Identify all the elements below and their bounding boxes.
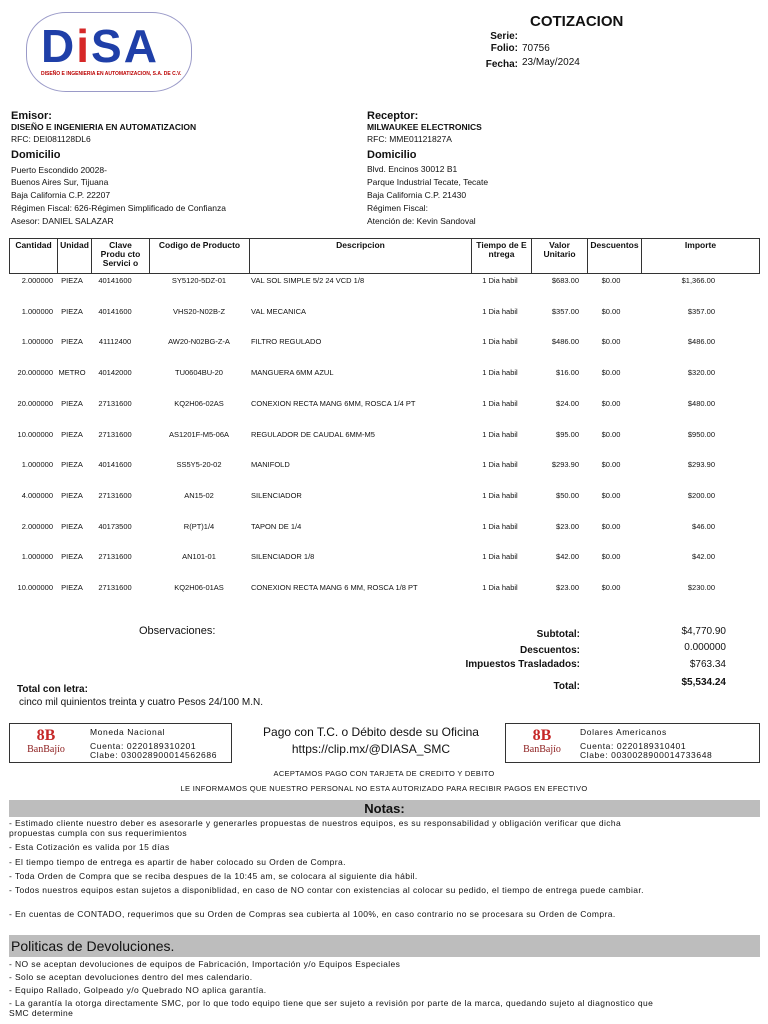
cell-importe: $200.00 [687, 490, 715, 500]
cell-tiempo: 1 Dia habil [482, 521, 518, 531]
bank-clabe: Clabe: 030028900014562686 [90, 750, 218, 760]
cell-tiempo: 1 Dia habil [482, 490, 518, 500]
cell-codigo: R(PT)1/4 [183, 521, 215, 531]
cell-tiempo: 1 Dia habil [482, 429, 518, 439]
emisor-address-line: Puerto Escondido 20028- [11, 165, 107, 175]
subtotal-value: $4,770.90 [681, 626, 726, 637]
cash-payment-notice: LE INFORMAMOS QUE NUESTRO PERSONAL NO ESTA AUTORIZADO PARA RECIBIR PAGOS EN EFECTIVO [180, 784, 588, 793]
cell-clave: 41112400 [98, 337, 132, 347]
emisor-asesor: Asesor: DANIEL SALAZAR [11, 216, 114, 226]
cell-valor: $50.00 [556, 490, 579, 500]
cell-valor: $683.00 [551, 276, 579, 285]
cell-codigo: VHS20-N02B-Z [172, 306, 226, 316]
table-row [9, 491, 760, 503]
receptor-domicilio-heading: Domicilio [367, 149, 417, 161]
cell-importe: $1,366.00 [681, 276, 715, 285]
table-row [9, 460, 760, 472]
cell-importe: $357.00 [687, 306, 715, 316]
total-label: Total: [553, 681, 580, 692]
cell-tiempo: 1 Dia habil [482, 306, 518, 316]
fecha-label: Fecha: [485, 59, 518, 70]
receptor-atencion: Atención de: Kevin Sandoval [367, 216, 476, 226]
table-row [9, 276, 760, 288]
col-tiempo: Tiempo de E ntrega [472, 239, 532, 273]
observaciones-label: Observaciones: [139, 625, 216, 637]
cell-valor: $23.00 [556, 521, 579, 531]
cell-clave: 40141600 [98, 306, 132, 316]
cell-importe: $293.90 [687, 460, 715, 470]
policy-item: - NO se aceptan devoluciones de equipos de Fabricación, Importación y/o Equipos Especiales [9, 959, 401, 969]
emisor-regimen: Régimen Fiscal: 626-Régimen Simplificado de Confianza [11, 203, 226, 213]
cell-tiempo: 1 Dia habil [482, 398, 518, 408]
cell-descuentos: $0.00 [601, 306, 621, 316]
cell-unidad: PIEZA [61, 490, 83, 500]
cell-codigo: AW20-N02BG-Z-A [168, 337, 230, 347]
cell-cantidad: 1.000000 [21, 306, 53, 316]
col-importe: Importe [684, 240, 717, 250]
document-title: COTIZACION [530, 13, 624, 30]
cell-valor: $357.00 [551, 306, 579, 316]
fecha-value: 23/May/2024 [522, 57, 580, 68]
table-row [9, 368, 760, 380]
banbajio-logo: 8B BanBajío [27, 727, 65, 755]
cell-clave: 27131600 [98, 429, 132, 439]
cell-importe: $42.00 [692, 552, 715, 562]
cell-descuentos: $0.00 [601, 521, 621, 531]
receptor-address-line: Blvd. Encinos 30012 B1 [367, 164, 458, 174]
serie-label: Serie: [490, 31, 518, 42]
table-row [9, 552, 760, 564]
total-value: $5,534.24 [681, 677, 726, 688]
note-item: - En cuentas de CONTADO, requerimos que su Orden de Compras sea cubierta al 100%, en caso contrario no se procesara su Orden de Compra. [9, 909, 616, 919]
card-payment-notice: ACEPTAMOS PAGO CON TARJETA DE CREDITO Y DEBITO [273, 769, 495, 778]
cell-descripcion: VAL MECANICA [251, 306, 307, 316]
folio-label: Folio: [490, 43, 518, 54]
impuestos-label: Impuestos Trasladados: [465, 659, 580, 670]
emisor-address-line: Baja California C.P. 22207 [11, 190, 111, 200]
emisor-heading: Emisor: [11, 110, 52, 122]
cell-unidad: PIEZA [61, 460, 83, 470]
cell-importe: $320.00 [687, 368, 715, 378]
cell-cantidad: 4.000000 [21, 490, 53, 500]
cell-descripcion: CONEXION RECTA MANG 6 MM, ROSCA 1/8 PT [251, 583, 418, 592]
cell-cantidad: 10.000000 [17, 583, 53, 592]
cell-unidad: PIEZA [61, 276, 83, 285]
logo-wordmark: DiSA [41, 20, 159, 72]
cell-valor: $486.00 [551, 337, 579, 347]
cell-codigo: AS1201F-M5-06A [168, 429, 230, 439]
cell-codigo: SS5Y5-20-02 [176, 460, 222, 470]
cell-codigo: SY5120-5DZ-01 [171, 276, 227, 285]
cell-clave: 40141600 [98, 276, 132, 285]
policy-item: - La garantía la otorga directamente SMC, por lo que todo equipo tiene que ser sujeto a revisión por parte de la marca, quedando sujeto al diagnostico que SMC determine [9, 998, 654, 1018]
cell-importe: $230.00 [687, 583, 715, 592]
table-row [9, 430, 760, 442]
cell-descripcion: SILENCIADOR [251, 490, 302, 500]
cell-importe: $950.00 [687, 429, 715, 439]
emisor-rfc: RFC: DEI081128DL6 [11, 134, 91, 144]
col-descuentos: Descuentos [588, 239, 642, 273]
bank-box-usd [505, 723, 760, 763]
table-row [9, 583, 760, 595]
cell-codigo: TU0604BU-20 [175, 368, 223, 378]
emisor-domicilio-heading: Domicilio [11, 149, 61, 161]
cell-descripcion: TAPON DE 1/4 [251, 521, 302, 531]
bank-cuenta: Cuenta: 0220189310401 [580, 741, 687, 751]
cell-cantidad: 1.000000 [21, 552, 53, 562]
col-codigo: Codigo de Producto [150, 239, 250, 273]
bank-currency: Dolares Americanos [580, 727, 667, 737]
cell-descripcion: FILTRO REGULADO [251, 337, 322, 347]
cell-descripcion: CONEXION RECTA MANG 6MM, ROSCA 1/4 PT [251, 398, 416, 408]
cell-cantidad: 1.000000 [21, 337, 53, 347]
policy-item: - Equipo Rallado, Golpeado y/o Quebrado NO aplica garantía. [9, 985, 267, 995]
payment-line-1: Pago con T.C. o Débito desde su Oficina [263, 725, 479, 739]
cell-tiempo: 1 Dia habil [482, 276, 518, 285]
cell-unidad: PIEZA [61, 552, 83, 562]
note-item: - Toda Orden de Compra que se reciba despues de la 10:45 am, se colocara al siguiente dia hábil. [9, 871, 418, 881]
items-table-header [9, 238, 760, 274]
banbajio-logo: 8B BanBajío [523, 727, 561, 755]
receptor-address-line: Baja California C.P. 21430 [367, 190, 467, 200]
cell-cantidad: 1.000000 [21, 460, 53, 470]
total-letra-value: cinco mil quinientos treinta y cuatro Pesos 24/100 M.N. [19, 697, 264, 708]
cell-codigo: KQ2H06-01AS [174, 583, 224, 592]
cell-importe: $480.00 [687, 398, 715, 408]
cell-importe: $486.00 [687, 337, 715, 347]
cell-unidad: PIEZA [61, 306, 83, 316]
cell-codigo: KQ2H06-02AS [174, 398, 224, 408]
note-item: - Estimado cliente nuestro deber es asesorarle y generarles propuestas de nuestros equipos, es su responsabilidad y obligación verificar que dicha propuestas cumpla con sus requerimientos [9, 818, 622, 838]
cell-unidad: PIEZA [61, 583, 83, 592]
bank-box-mxn [9, 723, 232, 763]
cell-cantidad: 10.000000 [17, 429, 53, 439]
emisor-address-line: Buenos Aires Sur, Tijuana [11, 177, 109, 187]
table-row [9, 399, 760, 411]
note-item: - Todos nuestros equipos estan sujetos a disponiblidad, en caso de NO contar con existencias al colocar su pedido, el tiempo de entrega puede cambiar. [9, 885, 644, 895]
cell-clave: 40173500 [98, 521, 132, 531]
cell-descuentos: $0.00 [601, 552, 621, 562]
cell-descripcion: SILENCIADOR 1/8 [251, 552, 315, 562]
cell-unidad: METRO [58, 368, 86, 378]
cell-descripcion: MANIFOLD [251, 460, 290, 470]
cell-descuentos: $0.00 [601, 398, 621, 408]
cell-valor: $42.00 [556, 552, 579, 562]
cell-importe: $46.00 [692, 521, 715, 531]
cell-tiempo: 1 Dia habil [482, 552, 518, 562]
cell-unidad: PIEZA [61, 398, 83, 408]
cell-clave: 27131600 [98, 398, 132, 408]
note-item: - Esta Cotización es valida por 15 días [9, 842, 170, 852]
folio-value: 70756 [522, 43, 550, 54]
receptor-name: MILWAUKEE ELECTRONICS [367, 122, 482, 132]
cell-unidad: PIEZA [61, 429, 83, 439]
notes-heading: Notas: [9, 800, 760, 817]
cell-descuentos: $0.00 [601, 583, 621, 592]
logo-subtitle: DISEÑO E INGENIERIA EN AUTOMATIZACION, S.A. DE C.V. [41, 71, 182, 77]
payment-link[interactable]: https://clip.mx/@DIASA_SMC [291, 742, 451, 756]
cell-clave: 27131600 [98, 490, 132, 500]
subtotal-label: Subtotal: [536, 629, 580, 640]
cell-descuentos: $0.00 [601, 490, 621, 500]
cell-descuentos: $0.00 [601, 276, 621, 285]
cell-cantidad: 20.000000 [17, 398, 53, 408]
cell-clave: 27131600 [98, 552, 132, 562]
cell-descuentos: $0.00 [601, 337, 621, 347]
table-row [9, 337, 760, 349]
bank-cuenta: Cuenta: 0220189310201 [90, 741, 197, 751]
cell-descuentos: $0.00 [601, 429, 621, 439]
note-item: - El tiempo tiempo de entrega es apartir de haber colocado su Orden de Compra. [9, 857, 346, 867]
cell-cantidad: 2.000000 [21, 521, 53, 531]
cell-clave: 40141600 [98, 460, 132, 470]
cell-tiempo: 1 Dia habil [482, 583, 518, 592]
cell-descripcion: REGULADOR DE CAUDAL 6MM-M5 [251, 429, 375, 439]
cell-tiempo: 1 Dia habil [482, 337, 518, 347]
cell-descripcion: MANGUERA 6MM AZUL [251, 368, 334, 378]
col-clave: Clave Produ cto Servici o [92, 239, 150, 273]
cell-descuentos: $0.00 [601, 460, 621, 470]
col-valor: Valor Unitario [532, 239, 588, 273]
descuentos-label: Descuentos: [519, 645, 580, 656]
policy-item: - Solo se aceptan devoluciones dentro del mes calendario. [9, 972, 253, 982]
col-unidad: Unidad [58, 239, 92, 273]
col-cantidad: Cantidad [10, 239, 58, 273]
cell-clave: 27131600 [98, 583, 132, 592]
receptor-regimen: Régimen Fiscal: [367, 203, 428, 213]
impuestos-value: $763.34 [689, 659, 726, 670]
cell-descuentos: $0.00 [601, 368, 621, 378]
cell-tiempo: 1 Dia habil [482, 368, 518, 378]
receptor-address-line: Parque Industrial Tecate, Tecate [367, 177, 489, 187]
cell-unidad: PIEZA [61, 337, 83, 347]
receptor-rfc: RFC: MME01121827A [367, 134, 452, 144]
table-row [9, 307, 760, 319]
cell-descripcion: VAL SOL SIMPLE 5/2 24 VCD 1/8 [251, 276, 365, 285]
cell-valor: $23.00 [556, 583, 579, 592]
col-descripcion: Descripcion [250, 239, 472, 273]
table-row [9, 522, 760, 534]
bank-currency: Moneda Nacional [90, 727, 166, 737]
bank-clabe: Clabe: 0030028900014733648 [580, 750, 713, 760]
cell-codigo: AN101-01 [182, 552, 216, 562]
cell-cantidad: 20.000000 [17, 368, 53, 378]
cell-unidad: PIEZA [61, 521, 83, 531]
company-logo [26, 12, 192, 92]
receptor-heading: Receptor: [367, 110, 419, 122]
cell-valor: $95.00 [556, 429, 579, 439]
cell-clave: 40142000 [98, 368, 132, 378]
cell-cantidad: 2.000000 [21, 276, 53, 285]
cell-valor: $293.90 [551, 460, 579, 470]
cell-tiempo: 1 Dia habil [482, 460, 518, 470]
cell-valor: $24.00 [556, 398, 579, 408]
cell-codigo: AN15-02 [184, 490, 214, 500]
policies-heading: Politicas de Devoluciones. [9, 935, 760, 957]
descuentos-value: 0.000000 [684, 642, 726, 653]
emisor-name: DISEÑO E INGENIERIA EN AUTOMATIZACION [11, 122, 197, 132]
total-letra-label: Total con letra: [17, 684, 88, 695]
cell-valor: $16.00 [556, 368, 579, 378]
